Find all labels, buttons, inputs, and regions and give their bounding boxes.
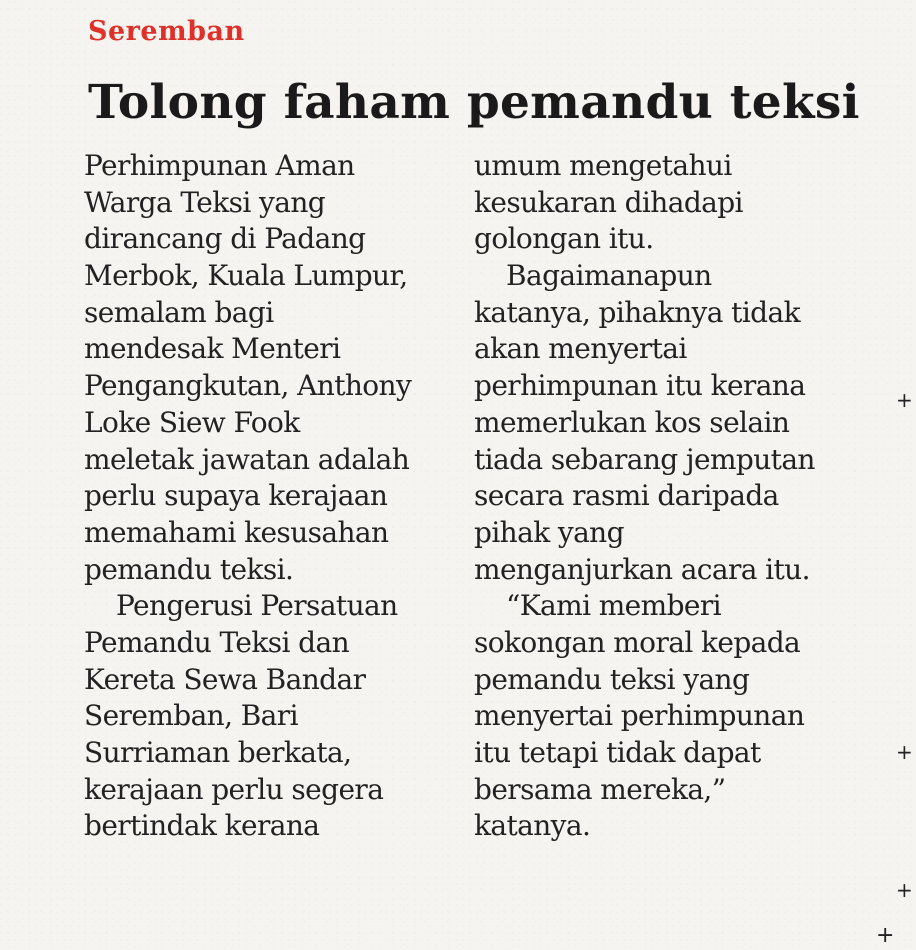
registration-mark: + (896, 878, 913, 902)
article-line: Merbok, Kuala Lumpur, (84, 259, 408, 293)
article-line: akan menyertai (474, 332, 687, 366)
article-line: bertindak kerana (84, 809, 320, 843)
article-line: Kereta Sewa Bandar (84, 662, 366, 696)
article-line: dirancang di Padang (84, 222, 366, 256)
article-line: perhimpunan itu kerana (474, 369, 806, 403)
article-line: kesukaran dihadapi (474, 185, 743, 219)
registration-mark: + (896, 388, 913, 412)
article-line: itu tetapi tidak dapat (474, 736, 761, 769)
article-line: meletak jawatan adalah (84, 442, 410, 476)
article-line: pihak yang (474, 515, 624, 549)
article-line: Surriaman berkata, (84, 736, 352, 769)
headline: Tolong faham pemandu teksi (88, 75, 860, 130)
article-line: Loke Siew Fook (84, 405, 300, 439)
article-line: Warga Teksi yang (84, 185, 326, 219)
article-line: semalam bagi (84, 295, 274, 329)
article-line: katanya, pihaknya tidak (474, 295, 800, 329)
article-line: golongan itu. (474, 222, 654, 256)
article-line: secara rasmi daripada (474, 479, 779, 513)
article-line: Seremban, Bari (84, 699, 298, 733)
article-column-right (474, 148, 815, 845)
article-line: memerlukan kos selain (474, 405, 790, 439)
article-line: menganjurkan acara itu. (474, 552, 810, 586)
article-line: Perhimpunan Aman (84, 149, 355, 182)
article-line: umum mengetahui (474, 149, 732, 182)
article-line: memahami kesusahan (84, 515, 389, 549)
article-column-left (84, 148, 411, 845)
article-line: katanya. (474, 809, 591, 843)
article-line: perlu supaya kerajaan (84, 479, 388, 513)
article-line: Pengerusi Persatuan (116, 589, 398, 623)
article-line: bersama mereka,” (474, 772, 726, 806)
article-line: “Kami memberi (506, 589, 722, 623)
section-label: Seremban (88, 16, 245, 47)
article-line: mendesak Menteri (84, 332, 341, 366)
article-line: sokongan moral kepada (474, 625, 801, 659)
article-line: Pemandu Teksi dan (84, 625, 350, 659)
article-line: Pengangkutan, Anthony (84, 369, 412, 403)
article-line: pemandu teksi yang (474, 662, 750, 696)
article-line: pemandu teksi. (84, 552, 294, 586)
article-line: menyertai perhimpunan (474, 699, 805, 733)
article-line: kerajaan perlu segera (84, 772, 384, 806)
registration-mark: + (876, 923, 895, 948)
article-line: tiada sebarang jemputan (474, 442, 815, 476)
registration-mark: + (896, 740, 913, 764)
article-line: Bagaimanapun (506, 259, 712, 293)
